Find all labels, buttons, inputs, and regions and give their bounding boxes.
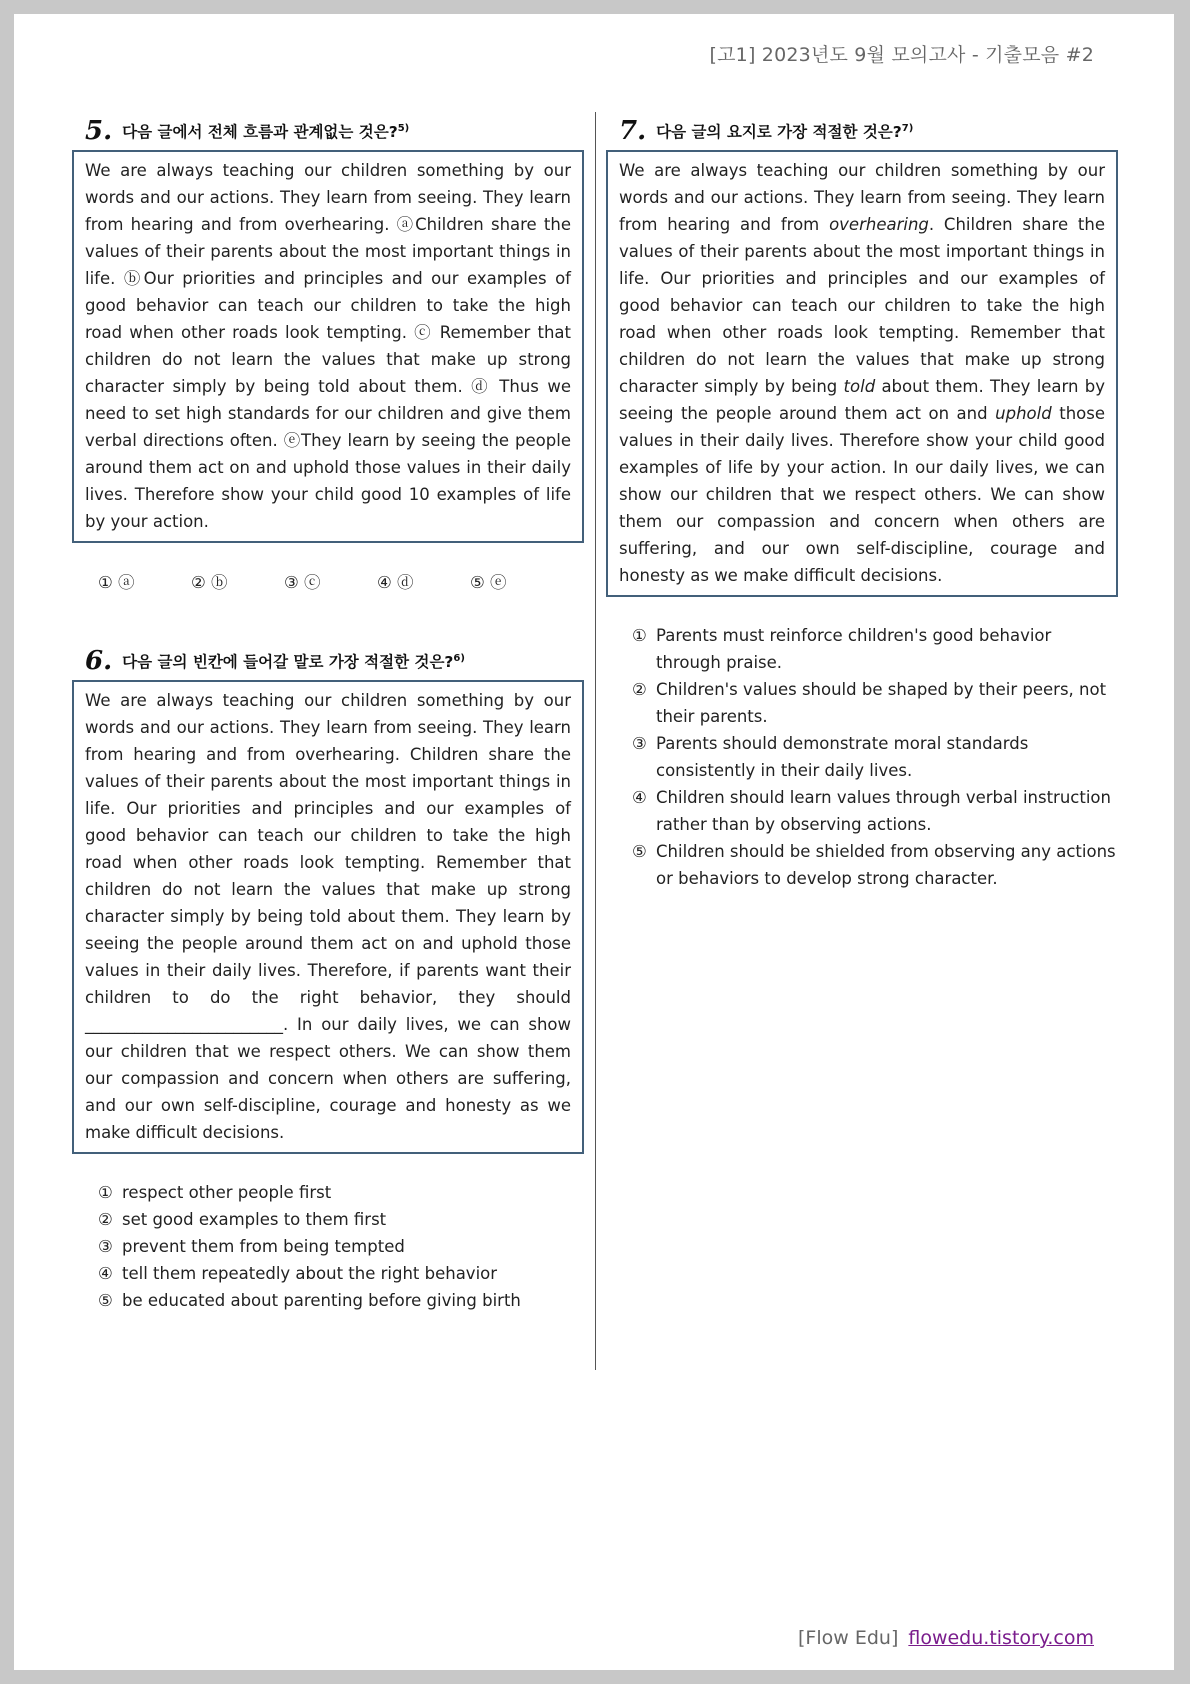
- choice-5[interactable]: [632, 838, 1118, 892]
- choice-number: ③: [632, 734, 647, 753]
- question-5-title: [85, 110, 584, 144]
- footnote-marker: 5): [397, 122, 410, 134]
- choice-text: Parents must reinforce children's good behavior through praise.: [656, 626, 1052, 672]
- choice-number: ③: [98, 1237, 113, 1256]
- choice-1[interactable]: [98, 1179, 584, 1206]
- choice-2[interactable]: ② ⓑ: [191, 573, 228, 592]
- question-5: [72, 110, 584, 593]
- choice-number: ②: [98, 1210, 113, 1229]
- passage-box: [72, 680, 584, 1154]
- passage-text: We are always teaching our children something by our words and our actions. They learn from seeing. They learn from hearing and from overhearing. Children share the values of their parents about the most important things in life. Our priorities and principles and our examples of good behavior can teach our children to take the high road when other roads look tempting. Remember that children do not learn the values that make up strong character simply by being told about them. They learn by seeing the people around them act on and uphold those values in their daily lives. Therefore, if parents want their children to do the right behavior, they should ________________________. In our daily lives, we can show our children that we respect others. We can show them our compassion and concern when others are suffering, and our own self-discipline, courage and honesty as we make difficult decisions.: [85, 691, 571, 1142]
- question-number: 7.: [619, 116, 647, 146]
- question-number: 6.: [85, 646, 113, 676]
- choice-1[interactable]: ① ⓐ: [98, 573, 135, 592]
- choice-text: tell them repeatedly about the right behavior: [122, 1264, 498, 1283]
- choice-5[interactable]: ⑤ ⓔ: [470, 573, 507, 592]
- choice-2[interactable]: [632, 676, 1118, 730]
- choice-number: ④: [632, 788, 647, 807]
- question-prompt: 다음 글의 요지로 가장 적절한 것은?: [656, 123, 902, 141]
- question-7-title: [619, 110, 1118, 144]
- answer-choices: [98, 1179, 584, 1314]
- italic-word: uphold: [995, 404, 1052, 423]
- choice-text: Children's values should be shaped by their peers, not their parents.: [656, 680, 1107, 726]
- choice-4[interactable]: ④ ⓓ: [377, 573, 414, 592]
- passage-box: [606, 150, 1118, 597]
- choice-text: set good examples to them first: [122, 1210, 387, 1229]
- page-header: [고1] 2023년도 9월 모의고사 - 기출모음 #2: [709, 44, 1094, 66]
- choice-text: Children should learn values through verbal instruction rather than by observing actions.: [656, 788, 1111, 834]
- choice-number: ①: [98, 1183, 113, 1202]
- choice-number: ⑤: [98, 1291, 113, 1310]
- page-footer: [798, 1627, 1094, 1649]
- footer-label: [Flow Edu]: [798, 1627, 899, 1649]
- choice-4[interactable]: [98, 1260, 584, 1287]
- question-7: [606, 110, 1118, 892]
- passage-text: We are always teaching our children something by our words and our actions. They learn from seeing. They learn from hearing and from overhearing. ⓐChildren share the values of their parents about the most important things in life. ⓑOur priorities and principles and our examples of good behavior can teach our children to take the high road when other roads look tempting. ⓒ Remember that children do not learn the values that make up strong character simply by being told about them. ⓓ Thus we need to set high standards for our children and give them verbal directions often. ⓔThey learn by seeing the people around them act on and uphold those values in their daily lives. Therefore show your child good 10 examples of life by your action.: [85, 161, 571, 531]
- choice-1[interactable]: [632, 622, 1118, 676]
- choice-3[interactable]: ③ ⓒ: [284, 573, 321, 592]
- choice-text: be educated about parenting before giving birth: [122, 1291, 521, 1310]
- column-divider: [595, 112, 596, 1370]
- choice-text: prevent them from being tempted: [122, 1237, 405, 1256]
- choice-number: ①: [632, 626, 647, 645]
- question-6: [72, 640, 584, 1314]
- footer-link[interactable]: flowedu.tistory.com: [908, 1627, 1094, 1649]
- choice-3[interactable]: [98, 1233, 584, 1260]
- choice-2[interactable]: [98, 1206, 584, 1233]
- footnote-marker: 6): [453, 652, 465, 664]
- choice-5[interactable]: [98, 1287, 584, 1314]
- question-prompt: 다음 글의 빈칸에 들어갈 말로 가장 적절한 것은?: [122, 653, 454, 671]
- choice-text: Children should be shielded from observing any actions or behaviors to develop strong character.: [656, 842, 1116, 888]
- choice-3[interactable]: [632, 730, 1118, 784]
- choice-4[interactable]: [632, 784, 1118, 838]
- exam-page: [14, 14, 1174, 1670]
- choice-number: ④: [98, 1264, 113, 1283]
- italic-word: overhearing: [829, 215, 929, 234]
- question-number: 5.: [85, 116, 113, 146]
- passage-text: We are always teaching our children something by our words and our actions. They learn from seeing. They learn from hearing and from overhearing. Children share the values of their parents about the most important things in life. Our priorities and principles and our examples of good behavior can teach our children to take the high road when other roads look tempting. Remember that children do not learn the values that make up strong character simply by being told about them. They learn by seeing the people around them act on and uphold those values in their daily lives. Therefore show your child good examples of life by your action. In our daily lives, we can show our children that we respect others. We can show them our compassion and concern when others are suffering, and our own self-discipline, courage and honesty as we make difficult decisions.: [619, 161, 1106, 585]
- question-prompt: 다음 글에서 전체 흐름과 관계없는 것은?: [122, 123, 398, 141]
- italic-word: told: [843, 377, 876, 396]
- choice-text: Parents should demonstrate moral standards consistently in their daily lives.: [656, 734, 1029, 780]
- footnote-marker: 7): [901, 122, 914, 134]
- answer-choices: [632, 622, 1118, 892]
- answer-choices: [98, 569, 584, 593]
- choice-text: respect other people first: [122, 1183, 332, 1202]
- choice-number: ⑤: [632, 842, 647, 861]
- choice-number: ②: [632, 680, 647, 699]
- passage-box: [72, 150, 584, 543]
- question-6-title: [85, 640, 584, 674]
